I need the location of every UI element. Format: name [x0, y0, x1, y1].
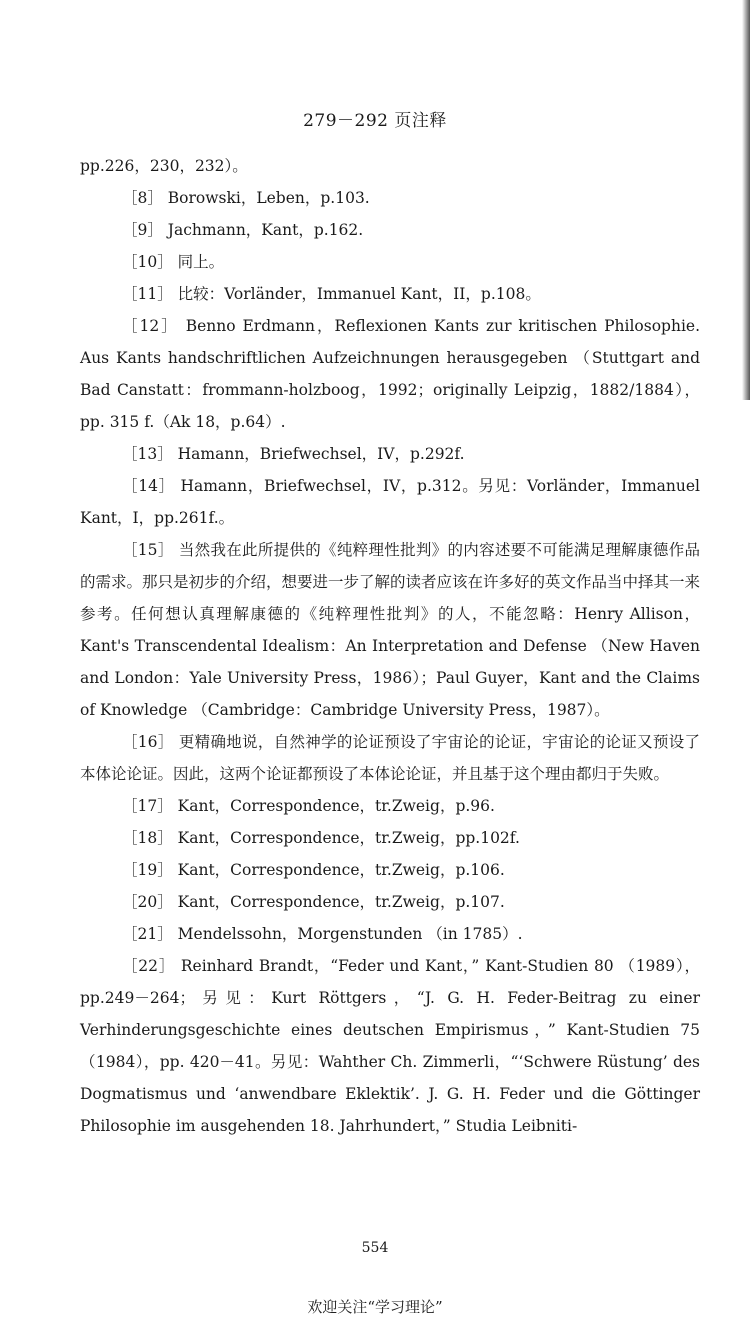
note-12: ［12］ Benno Erdmann，Reflexionen Kants zur kritischen Philosophie. Aus Kants handschriftlichen Aufzeichnungen herausgegeben （Stuttgart and Bad Canstatt：frommann-holzboog，1992；originally Leipzig，1882/1884），pp. 315 f.（Ak 18，p.64）.: [80, 317, 700, 431]
note-14: ［14］ Hamann，Briefwechsel，IV，p.312。另见：Vorländer，Immanuel Kant，I，pp.261f.。: [80, 477, 700, 527]
scan-edge: [742, 0, 750, 400]
note-8: ［8］ Borowski，Leben，p.103.: [122, 189, 370, 207]
note-21: ［21］ Mendelssohn，Morgenstunden （in 1785）.: [122, 925, 523, 943]
page-number: 554: [361, 1240, 389, 1256]
note-16: ［16］ 更精确地说，自然神学的论证预设了宇宙论的论证，宇宙论的论证又预设了本体论论证。因此，这两个论证都预设了本体论论证，并且基于这个理由都归于失败。: [80, 733, 700, 783]
note-15: ［15］ 当然我在此所提供的《纯粹理性批判》的内容述要不可能满足理解康德作品的需求。那只是初步的介绍，想要进一步了解的读者应该在许多好的英文作品当中择其一来参考。任何想认真理解康德的《纯粹理性批判》的人，不能忽略：Henry Allison，Kant's Transcendental Idealism：An Interpretation and Defense （New Haven and London：Yale University Press，1986）；Paul Guyer，Kant and the Claims of Knowledge （Cambridge：Cambridge University Press，1987）。: [80, 541, 701, 719]
note-10: ［10］ 同上。: [122, 253, 225, 271]
note-17: ［17］ Kant，Correspondence，tr.Zweig，p.96.: [122, 797, 495, 815]
watermark-text: 欢迎关注“学习理论”: [307, 1298, 443, 1316]
note-20: ［20］ Kant，Correspondence，tr.Zweig，p.107.: [122, 893, 505, 911]
page-title: 279－292 页注释: [303, 111, 447, 131]
note-9: ［9］ Jachmann，Kant，p.162.: [122, 221, 364, 239]
note-11: ［11］ 比较：Vorländer，Immanuel Kant，II，p.108。: [122, 285, 541, 303]
note-19: ［19］ Kant，Correspondence，tr.Zweig，p.106.: [122, 861, 505, 879]
note-22: ［22］ Reinhard Brandt，“Feder und Kant，” Kant-Studien 80 （1989），pp.249－264；另见：Kurt Röttgers，“J. G. H. Feder-Beitrag zu einer Verhinderungsgeschichte eines deutschen Empirismus，” Kant-Studien 75 （1984），pp. 420－41。另见：Wahther Ch. Zimmerli，“‘Schwere Rüstung’ des Dogmatismus und ‘anwendbare Eklektik’. J. G. H. Feder und die Göttinger Philosophie im ausgehenden 18. Jahrhundert，” Studia Leibniti-: [80, 957, 700, 1135]
note-13: ［13］ Hamann，Briefwechsel，IV，p.292f.: [122, 445, 465, 463]
notes-body: [80, 150, 700, 1142]
note-continuation: pp.226，230，232）。: [80, 157, 248, 175]
note-18: ［18］ Kant，Correspondence，tr.Zweig，pp.102f.: [122, 829, 520, 847]
